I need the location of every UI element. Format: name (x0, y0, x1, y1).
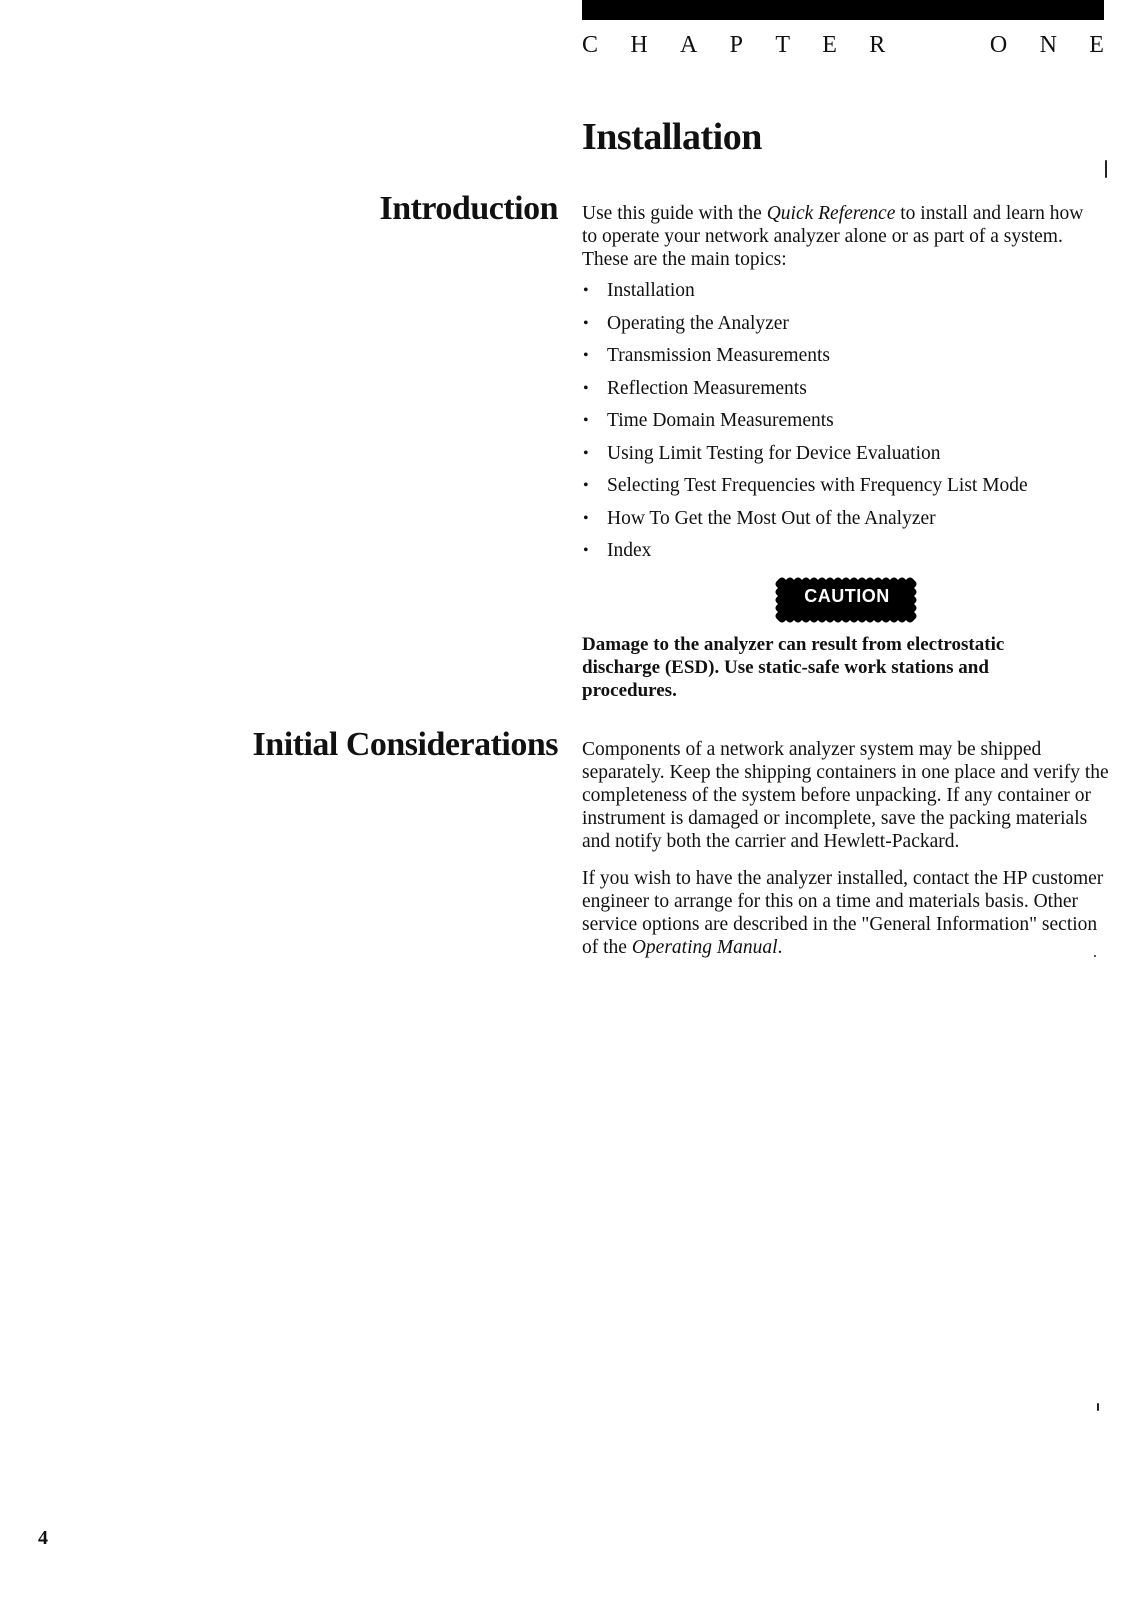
scan-speck (1105, 160, 1107, 178)
bullet-icon: • (583, 509, 589, 527)
bullet-icon: • (583, 477, 589, 494)
scan-speck (1097, 1403, 1099, 1411)
bullet-icon: • (583, 379, 589, 397)
chapter-word-gap (918, 30, 958, 60)
topic-list (582, 279, 1092, 572)
topic-label: Reflection Measurements (607, 377, 807, 399)
topic-label: Installation (607, 280, 695, 301)
list-item (582, 474, 1092, 507)
chapter-letter: C (582, 32, 599, 58)
considerations-text: If you wish to have the analyzer installed, contact the HP customer engineer to arrange for this on a time and materials basis. Other service options are described in the "General Information" section of the (582, 868, 1104, 958)
chapter-letter: E (822, 32, 837, 58)
introduction-paragraph (582, 202, 1092, 271)
topic-label: Selecting Test Frequencies with Frequency List Mode (607, 475, 1028, 496)
chapter-letter: R (869, 32, 886, 58)
intro-text: Use this guide with the (582, 203, 767, 224)
considerations-paragraph-2 (582, 867, 1112, 959)
page-number: 4 (38, 1527, 48, 1549)
topic-label: Index (607, 540, 652, 561)
topic-label: How To Get the Most Out of the Analyzer (607, 507, 936, 529)
list-item (582, 279, 1092, 312)
list-item (582, 507, 1092, 540)
bullet-icon: • (583, 444, 589, 462)
list-item (582, 442, 1092, 475)
esd-warning-text: Damage to the analyzer can result from electrostatic discharge (ESD). Use static-safe work stations and procedures. (582, 634, 1005, 701)
initial-considerations-body (582, 738, 1112, 959)
chapter-letter: P (729, 32, 743, 58)
chapter-letter: H (630, 32, 648, 58)
considerations-text: . (777, 937, 783, 958)
introduction-body (582, 202, 1092, 572)
initial-considerations-heading: Initial Considerations (252, 726, 558, 763)
quick-reference-title: Quick Reference (766, 203, 896, 224)
chapter-letter: O (989, 32, 1008, 58)
chapter-letter: A (679, 32, 698, 58)
caution-label: CAUTION (804, 586, 890, 606)
operating-manual-title: Operating Manual (631, 937, 778, 958)
chapter-label (582, 30, 1104, 60)
chapter-letter: N (1039, 32, 1057, 58)
list-item (582, 377, 1092, 410)
bullet-icon: • (583, 282, 589, 299)
list-item (582, 312, 1092, 345)
list-item (582, 539, 1092, 572)
topic-label: Operating the Analyzer (607, 312, 789, 334)
introduction-heading: Introduction (379, 190, 558, 227)
page-title: Installation (582, 116, 762, 158)
scan-speck (1094, 955, 1096, 957)
chapter-letter: E (1089, 32, 1104, 58)
list-item (582, 344, 1092, 377)
bullet-icon: • (583, 314, 589, 332)
bullet-icon: • (583, 347, 589, 364)
topic-label: Using Limit Testing for Device Evaluation (607, 442, 941, 464)
chapter-letter: T (775, 32, 790, 58)
topic-label: Time Domain Measurements (607, 410, 834, 431)
caution-badge (772, 574, 922, 626)
chapter-top-bar (582, 0, 1104, 20)
intro-text: to install and learn how to operate your network analyzer alone or as part of a system. These are the main topics: (582, 203, 1084, 270)
list-item (582, 409, 1092, 442)
topic-label: Transmission Measurements (607, 345, 830, 366)
bullet-icon: • (583, 542, 589, 559)
bullet-icon: • (583, 412, 589, 429)
considerations-paragraph-1: Components of a network analyzer system may be shipped separately. Keep the shipping containers in one place and verify the completeness of the system before unpacking. If any container or instrument is damaged or incomplete, save the packing materials and notify both the carrier and Hewlett-Packard. (582, 739, 1109, 852)
